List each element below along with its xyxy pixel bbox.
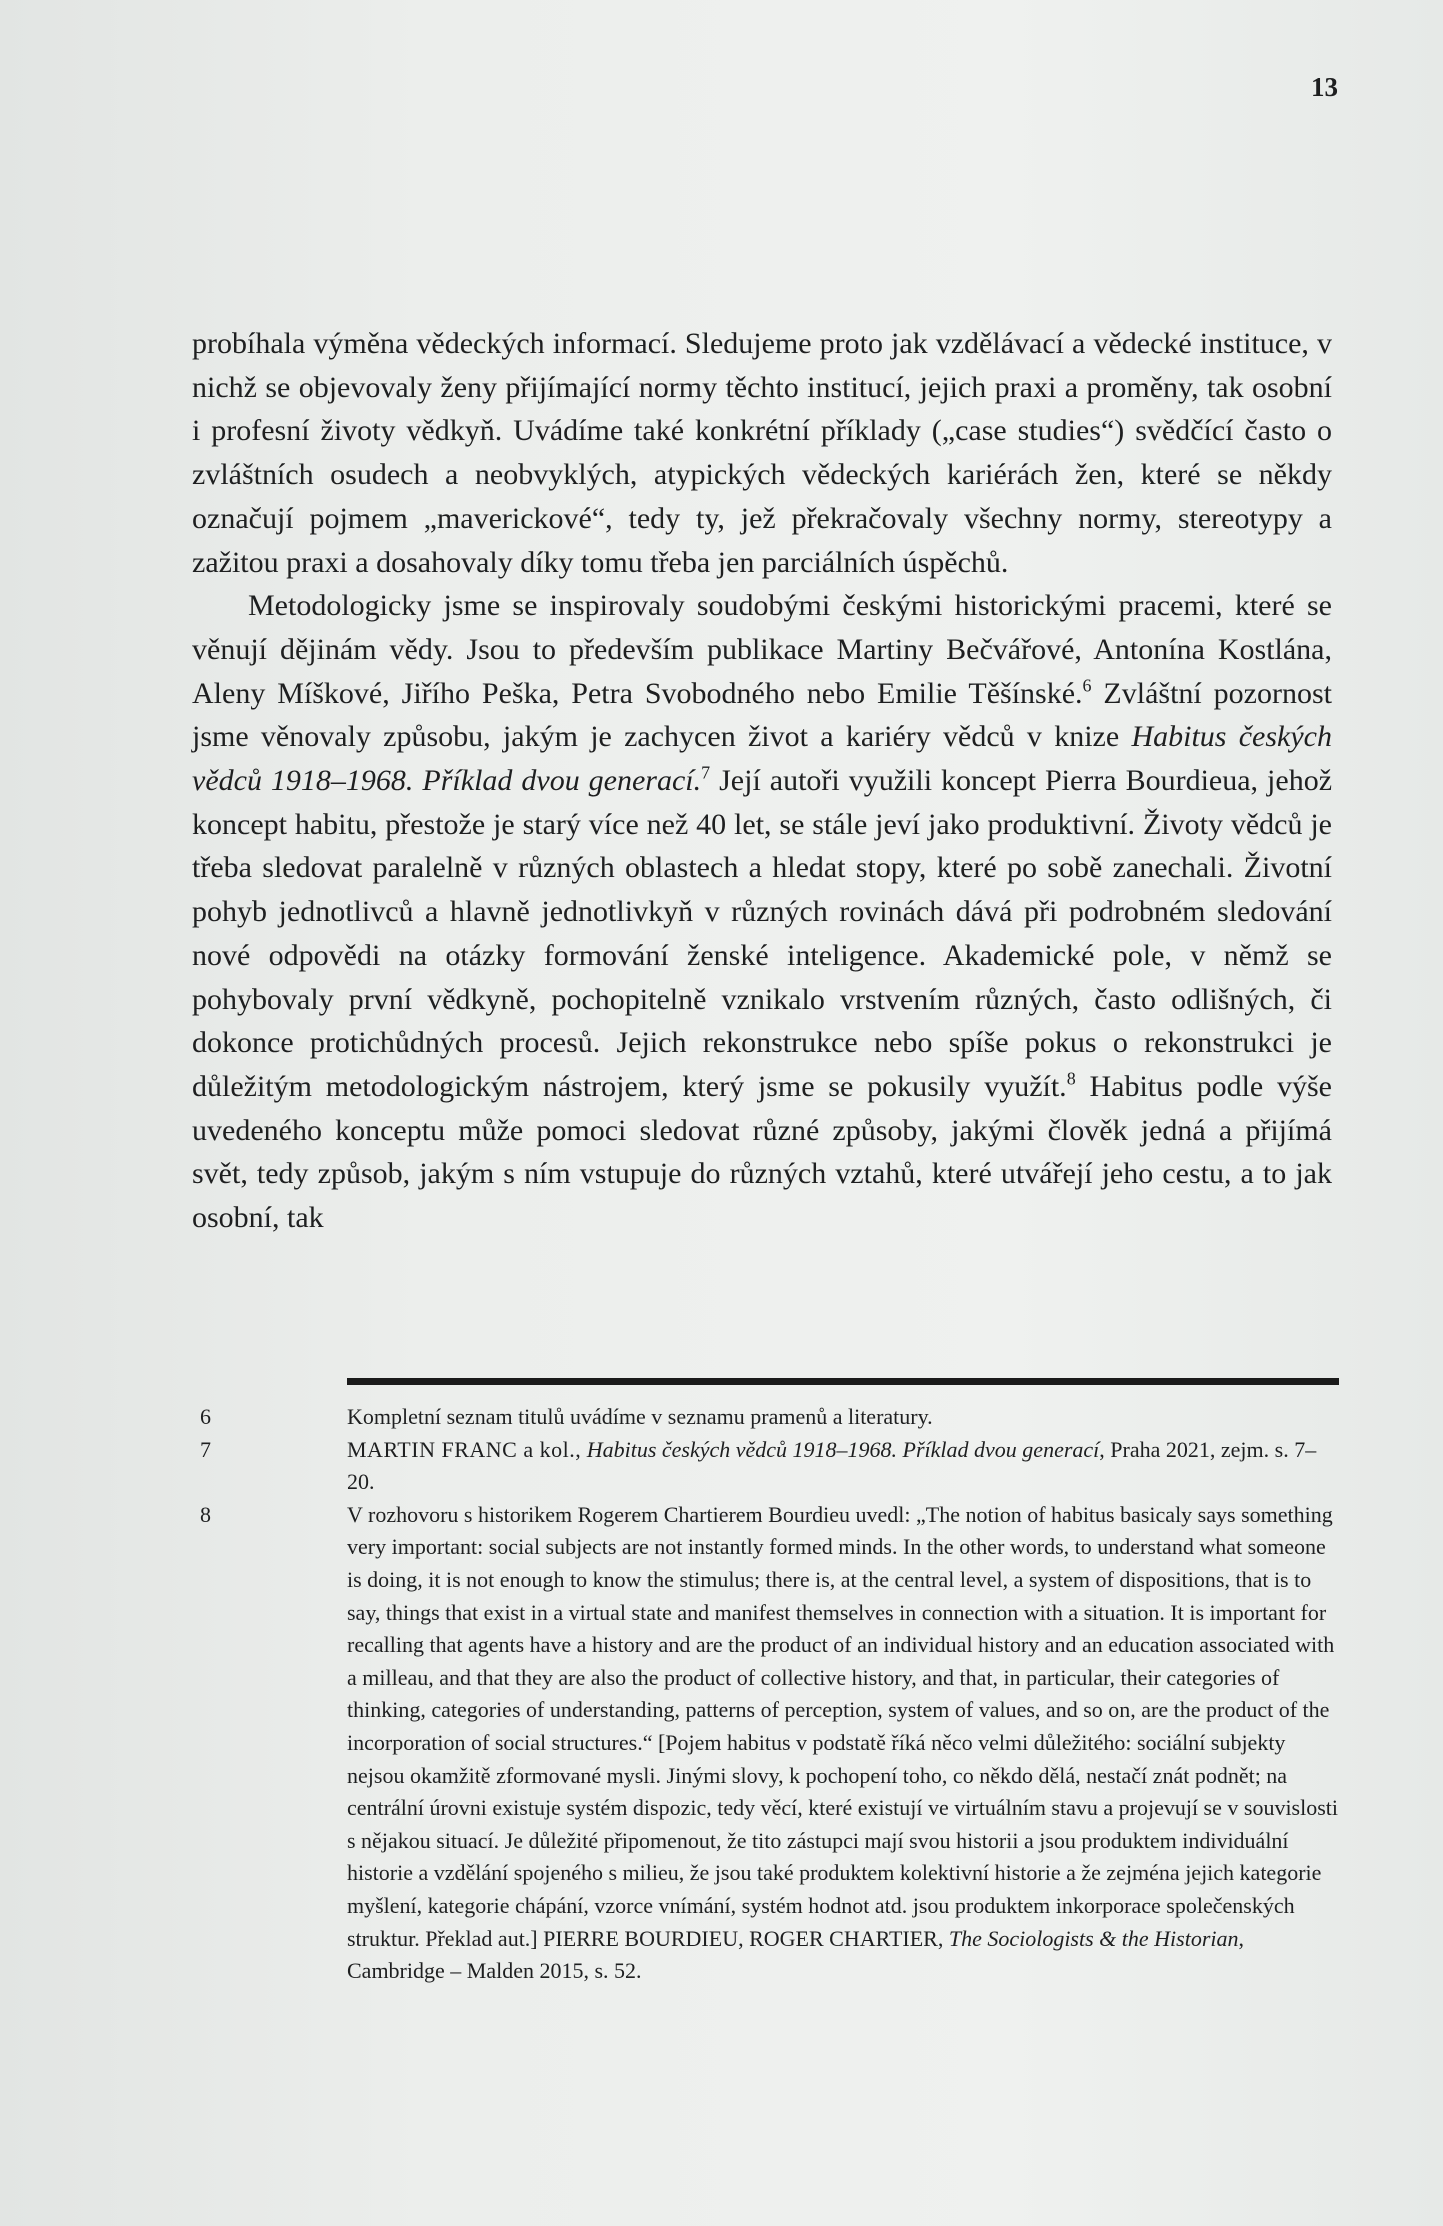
footnote-text — [347, 1499, 1340, 1988]
footnotes — [200, 1401, 1340, 1988]
main-text — [192, 322, 1332, 1240]
paragraph-2-part-c: Její autoři využili koncept Pierra Bourdieua, jehož koncept habitu, přestože je starý více než 40 let, se stále jeví jako produktivní. Životy vědců je třeba sledovat paralelně v různých oblastech a hledat stopy, které po sobě zanechali. Životní pohyb jednotlivců a hlavně jednotlivkyň v různých rovinách dává při podrobném sledování nové odpovědi na otázky formování ženské inteligence. Akademické pole, v němž se pohybovaly první vědkyně, pochopitelně vznikalo vrstvením různých, často odlišných, či dokonce protichůdných procesů. Jejich rekonstrukce nebo spíše pokus o rekonstrukci je důležitým metodologickým nástrojem, který jsme se pokusily využít. — [192, 764, 1333, 1103]
footnote-number: 8 — [200, 1501, 211, 1527]
footnote-8 — [200, 1499, 1340, 1988]
footnote-title: The Sociologists & the Historian — [948, 1925, 1239, 1951]
footnote-ref-7[interactable]: 7 — [701, 762, 711, 783]
paragraph-2-part-b: Zvláštní pozornost jsme věnovaly způsobu, jakým je zachycen život a kariéry vědců v knize — [192, 676, 1332, 754]
footnote-6 — [200, 1401, 1340, 1434]
footnote-text — [347, 1434, 1340, 1499]
footnote-separator — [347, 1378, 1339, 1385]
paragraph-1: probíhala výměna vědeckých informací. Sledujeme proto jak vzdělávací a vědecké instituce, v nichž se objevovaly ženy přijímající normy těchto institucí, jejich praxi a proměny, tak osobní i profesní životy vědkyň. Uvádíme také konkrétní příklady („case studies“) svědčící často o zvláštních osudech a neobvyklých, atypických vědeckých kariérách žen, které se někdy označují pojmem „maverickové“, tedy ty, jež překračovaly všechny normy, stereotypy a zažitou praxi a dosahovaly díky tomu třeba jen parciálních úspěchů. — [192, 327, 1332, 579]
footnote-text: Kompletní seznam titulů uvádíme v seznamu pramenů a literatury. — [347, 1404, 933, 1429]
footnote-rest: , Praha 2021, zejm. s. 7–20. — [347, 1436, 1317, 1495]
footnote-body: V rozhovoru s historikem Rogerem Chartierem Bourdieu uvedl: „The notion of habitus basicaly says something very important: social subjects are not instantly formed minds. In the other words, to understand what someone is doing, it is not enough to know the stimulus; there is, at the central level, a system of dispositions, that is to say, things that exist in a virtual state and manifest themselves in connection with a situation. It is important for recalling that agents have a history and are the product of an individual history and an education associated with a milleau, and that they are also the product of collective history, and that, in particular, their categories of thinking, categories of understanding, patterns of perception, system of values, and so on, are the product of the incorporation of social structures.“ [Pojem habitus v podstatě říká něco velmi důležitého: sociální subjekty nejsou okamžitě zformované mysli. Jinými slovy, k pochopení toho, co někdo dělá, nestačí znát podnět; na centrální úrovni existuje systém dispozic, tedy věcí, které existují ve virtuálním stavu a projevují se v souvislosti s nějakou situací. Je důležité připomenout, že tito zástupci mají svou historii a jsou produktem individuální historie a vzdělání spojeného s milieu, že jsou také produktem kolektivní historie a že zejména jejich kategorie myšlení, kategorie chápání, vzorce vnímání, systém hodnot atd. jsou produktem inkorporace společenských struktur. Překlad aut.] PIERRE BOURDIEU, ROGER CHARTIER, — [347, 1501, 1339, 1951]
footnote-author: MARTIN FRANC a kol., — [347, 1436, 582, 1462]
footnote-7 — [200, 1434, 1340, 1499]
page-number: 13 — [1311, 72, 1338, 102]
footnote-title: Habitus českých vědců 1918–1968. Příklad dvou generací — [586, 1436, 1100, 1462]
footnote-number: 6 — [200, 1404, 211, 1429]
footnote-ref-6[interactable]: 6 — [1082, 674, 1092, 695]
paragraph-2-part-a: Metodologicky jsme se inspirovaly soudobými českými historickými pracemi, které se věnují dějinám vědy. Jsou to především publikace Martiny Bečvářové, Antonína Kostlána, Aleny Míškové, Jiřího Peška, Petra Svobodného nebo Emilie Těšínské. — [192, 589, 1332, 710]
paragraph-2 — [192, 584, 1332, 1240]
footnote-number: 7 — [200, 1436, 211, 1462]
book-title: Habitus českých vědců 1918–1968. Příklad dvou generací. — [192, 720, 1332, 798]
footnote-ref-8[interactable]: 8 — [1066, 1068, 1076, 1089]
footnote-rest: , Cambridge – Malden 2015, s. 52. — [347, 1925, 1245, 1984]
paragraph-2-part-d: Habitus podle výše uvedeného konceptu může pomoci sledovat různé způsoby, jakými člověk jedná a přijímá svět, tedy způsob, jakým s ním vstupuje do různých vztahů, které utvářejí jeho cestu, a to jak osobní, tak — [192, 1069, 1333, 1235]
